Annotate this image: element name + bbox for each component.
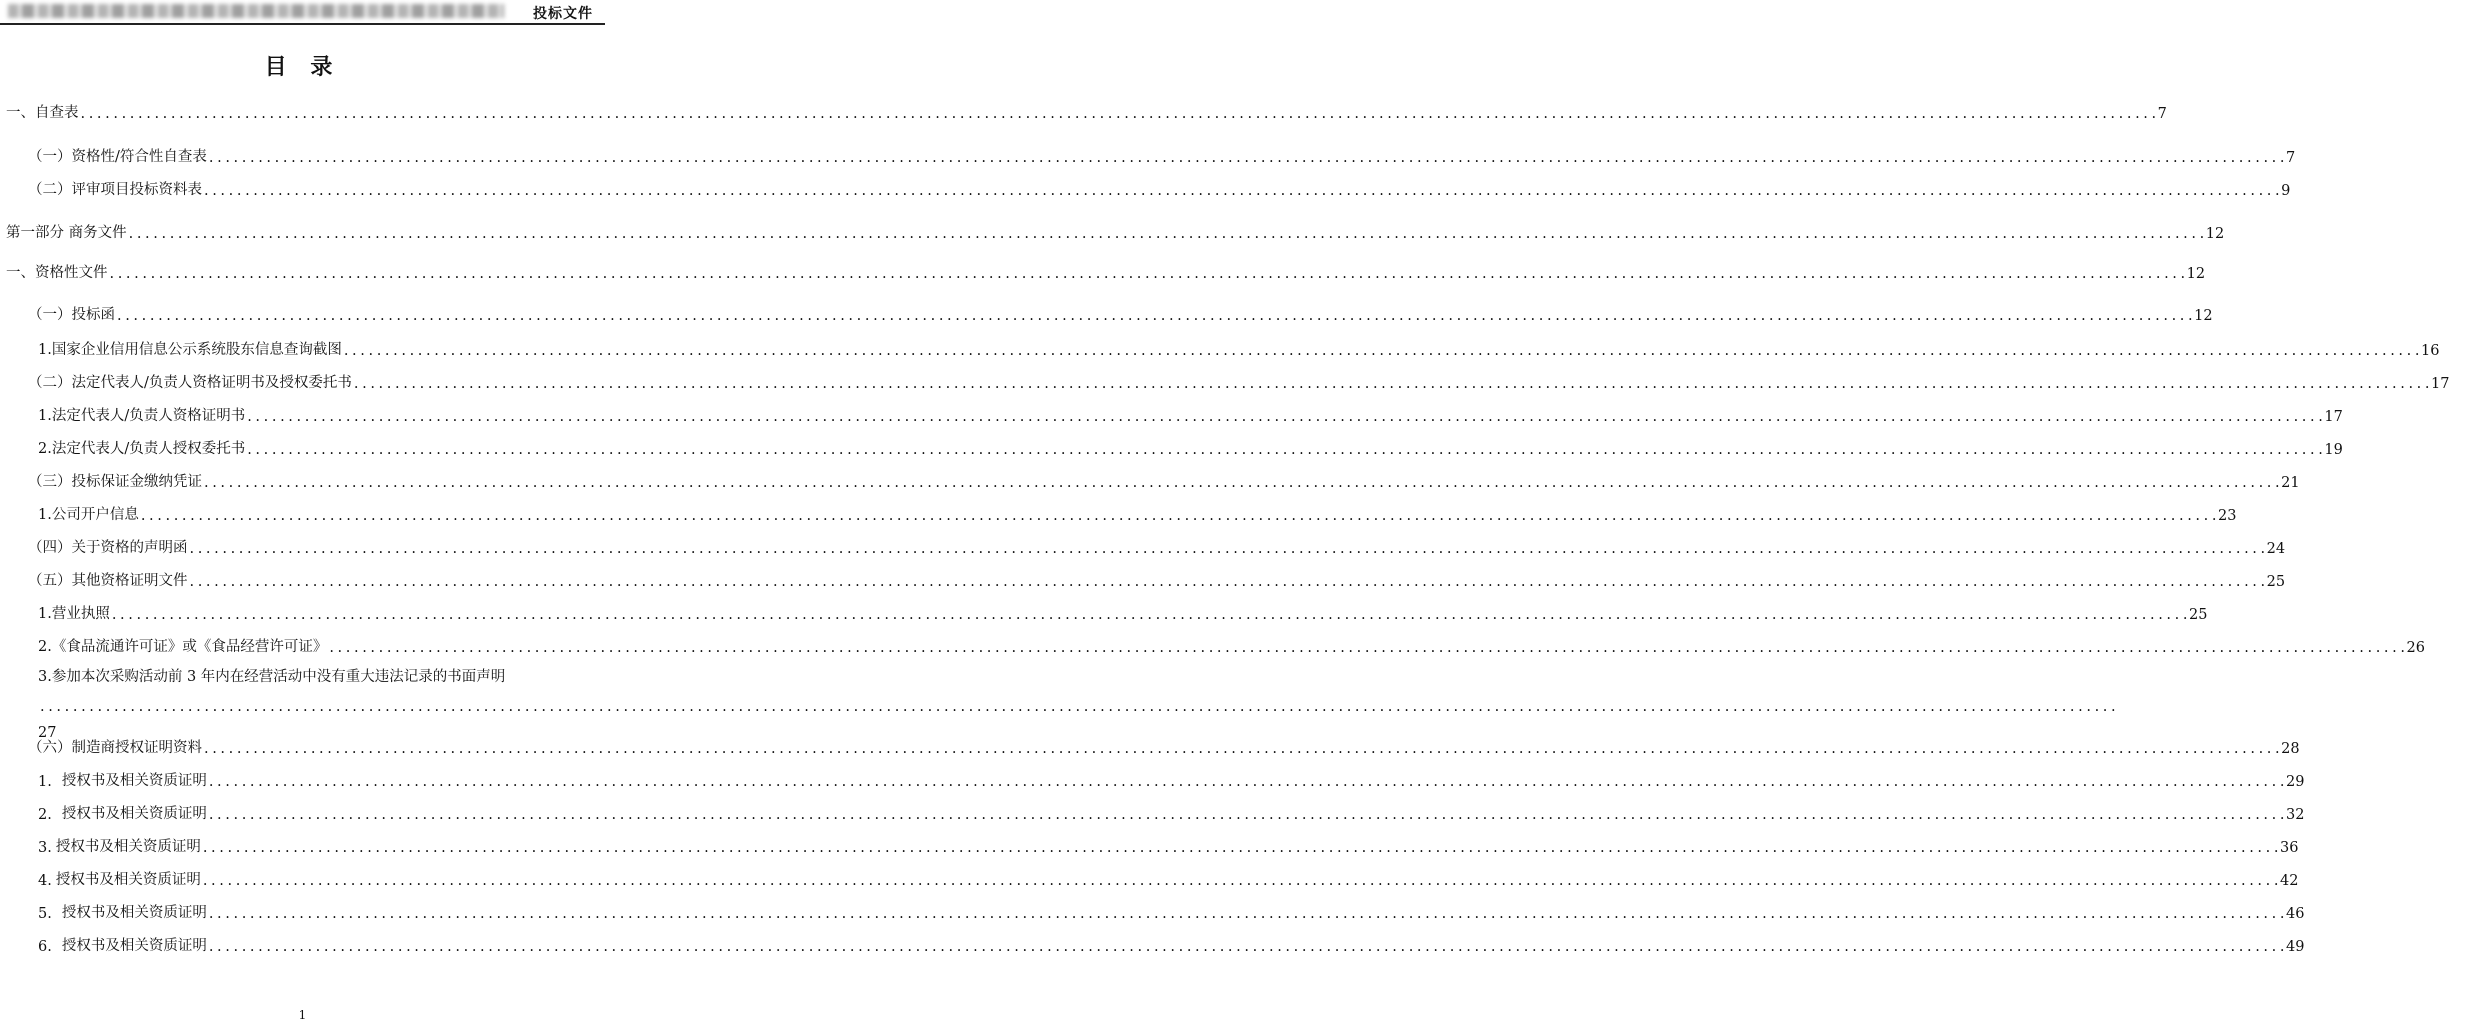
- toc-entry[interactable]: [0, 401, 2343, 425]
- toc-entry[interactable]: [0, 533, 2286, 557]
- toc-entry[interactable]: [0, 434, 2343, 458]
- toc-entry[interactable]: [0, 931, 2305, 955]
- dot-leader: [209, 807, 2284, 823]
- toc-label: 3.: [38, 840, 52, 856]
- dot-leader: [81, 106, 2156, 122]
- toc-label: 2.法定代表人/负责人授权委托书: [38, 441, 246, 457]
- toc-label: （六）制造商授权证明资料: [28, 740, 202, 756]
- toc-page-number: 28: [2281, 741, 2300, 757]
- toc-label: 1.营业执照: [38, 606, 110, 622]
- toc-entry[interactable]: [0, 467, 2300, 491]
- dot-leader: [141, 508, 2216, 524]
- toc-label-suffix: 授权书及相关资质证明: [55, 839, 201, 855]
- toc-entry[interactable]: [0, 599, 2208, 623]
- toc-entry[interactable]: [0, 98, 2167, 122]
- toc-label-suffix: 授权书及相关资质证明: [61, 806, 207, 822]
- toc-entry[interactable]: [0, 799, 2305, 823]
- toc-entry[interactable]: [0, 898, 2305, 922]
- toc-page-number: 25: [2188, 607, 2208, 623]
- dot-leader: [204, 183, 2279, 199]
- toc-entry[interactable]: [0, 175, 2291, 199]
- dot-leader: [209, 906, 2284, 922]
- toc-entry[interactable]: [0, 566, 2286, 590]
- toc-entry[interactable]: [0, 665, 643, 741]
- toc-label: 3.参加本次采购活动前 3 年内在经营活动中没有重大违法记录的书面声明: [38, 669, 506, 685]
- toc-label: 1.公司开户信息: [38, 507, 139, 523]
- toc-label: （一）投标函: [28, 307, 115, 323]
- dot-leader: [209, 939, 2284, 955]
- dot-leader: [40, 699, 2115, 715]
- dot-leader: [190, 541, 2265, 557]
- toc-entry[interactable]: [0, 218, 2225, 242]
- toc-page-number: 17: [2431, 376, 2450, 392]
- toc-label: （二）评审项目投标资料表: [28, 182, 202, 198]
- page-number: 1: [298, 1008, 307, 1022]
- toc-label: 1.国家企业信用信息公示系统股东信息查询截图: [38, 342, 342, 358]
- dot-leader: [110, 266, 2185, 282]
- toc-label: （二）法定代表人/负责人资格证明书及授权委托书: [28, 375, 352, 391]
- toc-label: 2.《食品流通许可证》或《食品经营许可证》: [38, 639, 328, 655]
- toc-page-number: 17: [2324, 409, 2343, 425]
- toc-page-number: 9: [2281, 183, 2291, 199]
- toc-page-number: 36: [2279, 840, 2299, 856]
- page-title: 目 录: [264, 55, 341, 80]
- dot-leader: [209, 150, 2284, 166]
- header-title: 投标文件: [533, 6, 593, 22]
- toc-label: （一）资格性/符合性自查表: [28, 149, 207, 165]
- toc-entry[interactable]: [0, 142, 2296, 166]
- dot-leader: [209, 774, 2284, 790]
- dot-leader: [354, 376, 2429, 392]
- dot-leader: [129, 226, 2204, 242]
- toc-entry[interactable]: [0, 258, 2206, 282]
- toc-entry[interactable]: [0, 766, 2305, 790]
- toc-label: 2.: [38, 807, 52, 823]
- dot-leader: [204, 475, 2279, 491]
- toc-label: （五）其他资格证明文件: [28, 573, 188, 589]
- toc-page-number: 12: [2205, 226, 2225, 242]
- toc-page-number: 49: [2285, 939, 2305, 955]
- toc-page-number: 12: [2186, 266, 2206, 282]
- redacted-header-text: [8, 4, 504, 18]
- toc-label: 第一部分 商务文件: [6, 225, 127, 241]
- toc-label-suffix: 授权书及相关资质证明: [61, 938, 207, 954]
- toc-label: 1.: [38, 774, 52, 790]
- toc-entry[interactable]: [0, 500, 2237, 524]
- toc-page-number: 23: [2217, 508, 2237, 524]
- toc-label: （三）投标保证金缴纳凭证: [28, 474, 202, 490]
- toc-page-number: 27: [38, 725, 57, 741]
- dot-leader: [190, 574, 2265, 590]
- toc-label: 5.: [38, 906, 52, 922]
- dot-leader: [247, 409, 2322, 425]
- dot-leader: [112, 607, 2187, 623]
- dot-leader: [329, 640, 2404, 656]
- toc-label-suffix: 授权书及相关资质证明: [61, 905, 207, 921]
- toc-label: 一、自查表: [6, 105, 79, 121]
- dot-leader: [117, 308, 2192, 324]
- toc-label: 一、资格性文件: [6, 265, 108, 281]
- toc-entry[interactable]: [0, 733, 2300, 757]
- toc-page-number: 24: [2266, 541, 2286, 557]
- dot-leader: [204, 741, 2279, 757]
- toc-page-number: 42: [2279, 873, 2299, 889]
- toc-page-number: 21: [2281, 475, 2300, 491]
- toc-label: 6.: [38, 939, 52, 955]
- toc-page-number: 7: [2157, 106, 2167, 122]
- header-rule: [0, 23, 605, 25]
- toc-page-number: 7: [2286, 150, 2296, 166]
- dot-leader: [344, 343, 2419, 359]
- dot-leader: [203, 873, 2278, 889]
- toc-label-suffix: 授权书及相关资质证明: [61, 773, 207, 789]
- toc-page-number: 12: [2194, 308, 2213, 324]
- toc-label-suffix: 授权书及相关资质证明: [55, 872, 201, 888]
- toc-page-number: 16: [2420, 343, 2440, 359]
- dot-leader: [247, 442, 2322, 458]
- toc-entry[interactable]: [0, 335, 2440, 359]
- toc-entry[interactable]: [0, 832, 2299, 856]
- toc-page-number: 19: [2324, 442, 2343, 458]
- toc-page-number: 46: [2285, 906, 2305, 922]
- toc-label: （四）关于资格的声明函: [28, 540, 188, 556]
- toc-page-number: 26: [2406, 640, 2425, 656]
- toc-entry[interactable]: [0, 865, 2299, 889]
- toc-page-number: 25: [2266, 574, 2286, 590]
- toc-label: 1.法定代表人/负责人资格证明书: [38, 408, 246, 424]
- toc-label: 4.: [38, 873, 52, 889]
- toc-entry[interactable]: [0, 300, 2213, 324]
- toc-page-number: 32: [2285, 807, 2305, 823]
- page-header: [0, 0, 605, 22]
- toc-entry[interactable]: [0, 368, 2450, 392]
- dot-leader: [203, 840, 2278, 856]
- toc-entry[interactable]: [0, 632, 2425, 656]
- toc-page-number: 29: [2285, 774, 2305, 790]
